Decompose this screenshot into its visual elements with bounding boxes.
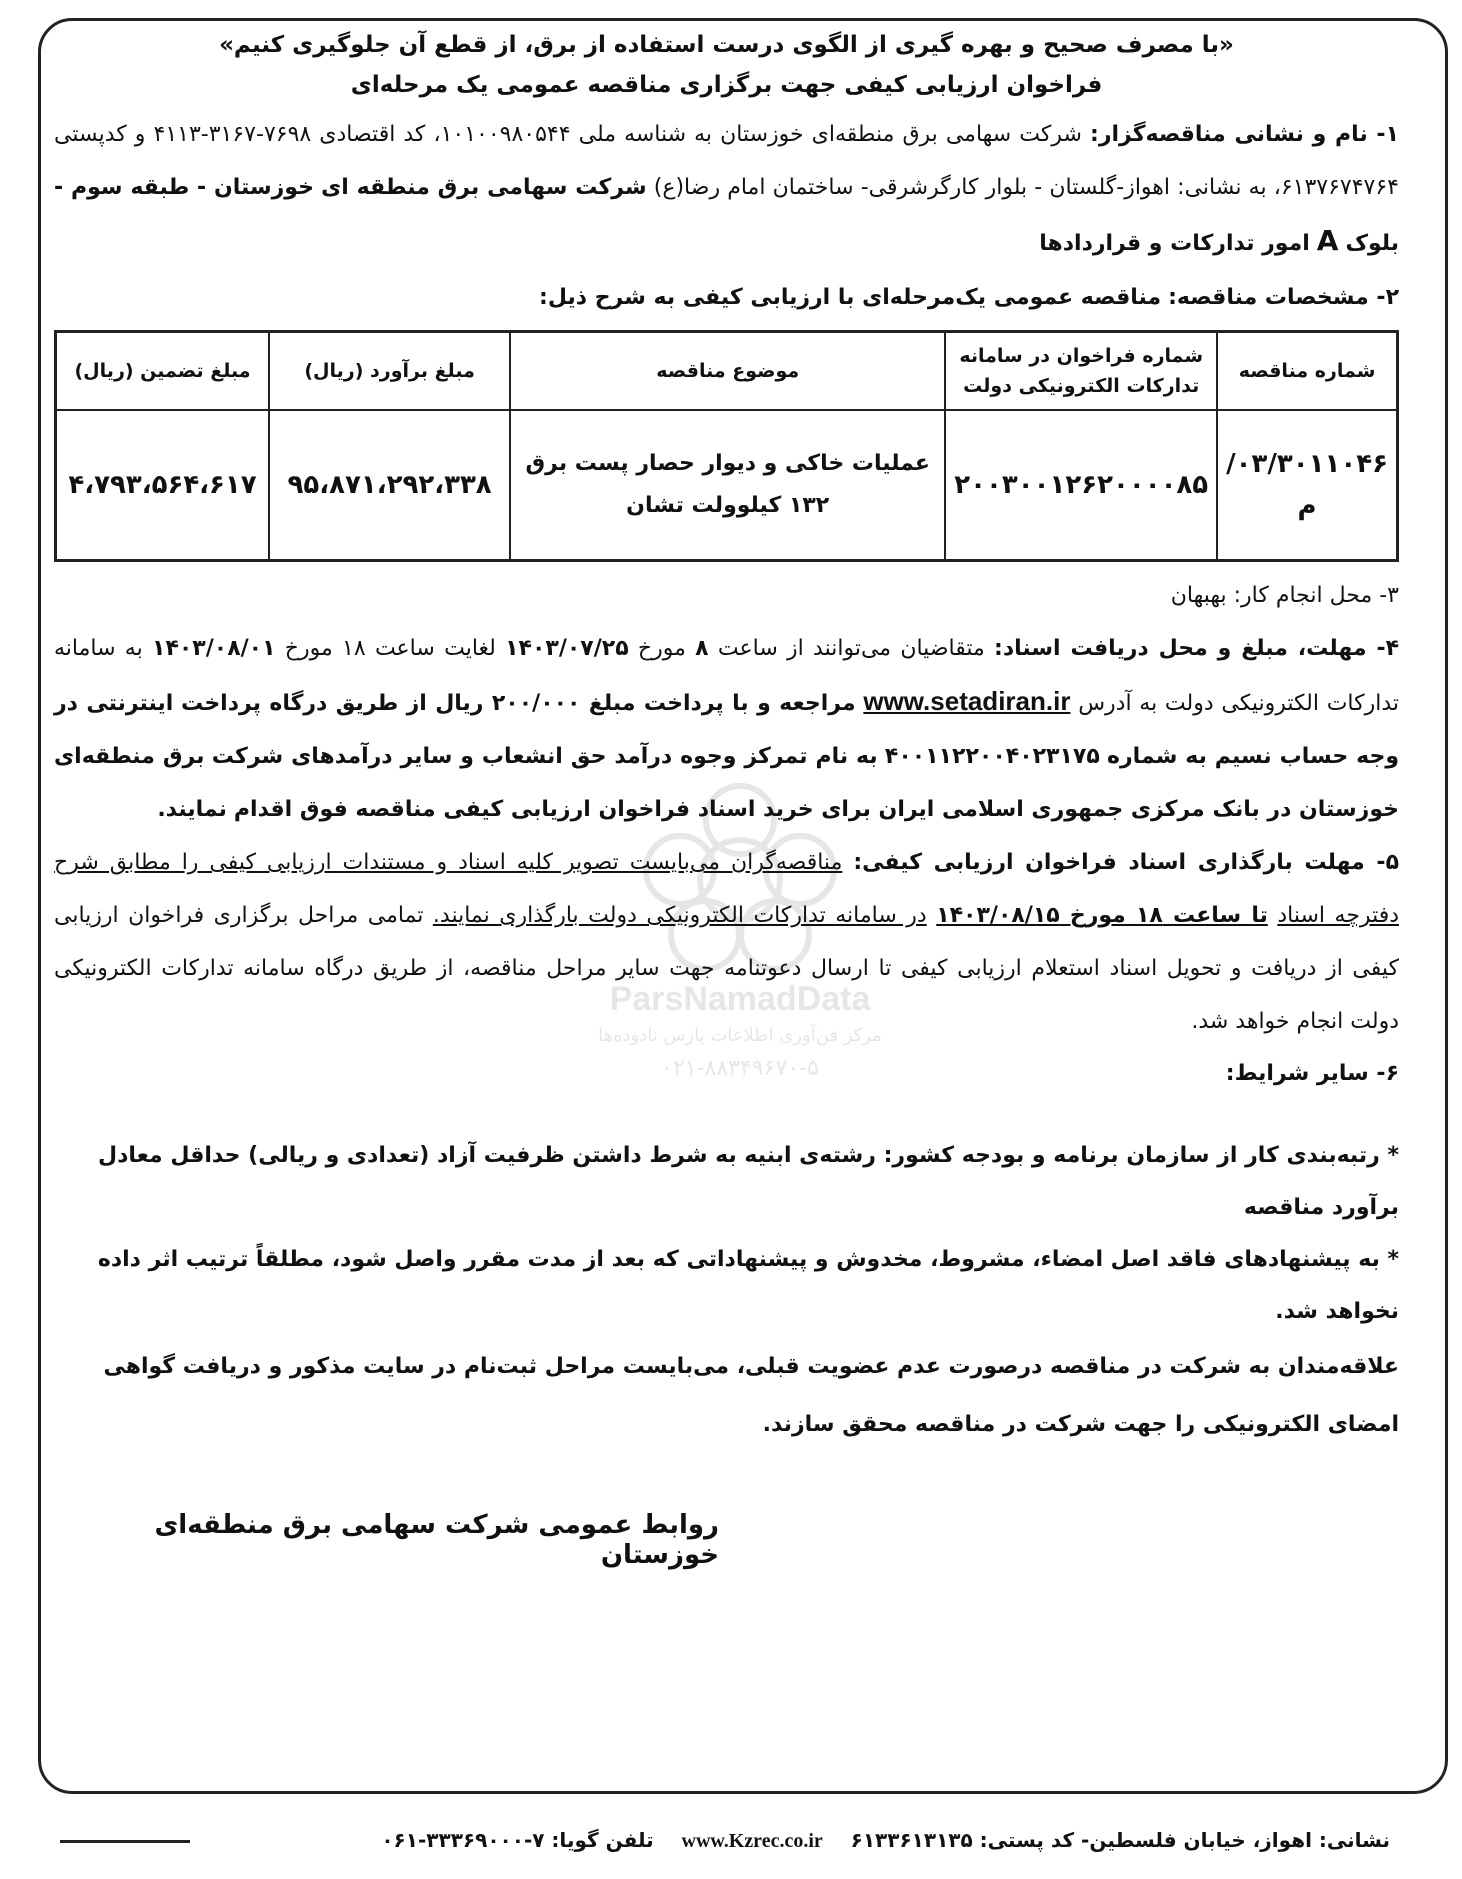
setadiran-link[interactable]: www.setadiran.ir: [863, 686, 1071, 716]
header-call-number: شماره فراخوان در سامانه تدارکات الکترونیکی دولت: [945, 332, 1217, 411]
table-row: [56, 410, 1398, 561]
section-4-account-number: ۴۰۰۱۱۲۲۰۰۴۰۲۳۱۷۵: [884, 744, 1100, 769]
footer-address: نشانی: اهواز، خیابان فلسطین- کد پستی: ۶۱۳۳۶۱۳۱۳۵: [850, 1828, 1390, 1852]
footer-website-link[interactable]: www.Kzrec.co.ir: [681, 1830, 823, 1852]
section-4-text-d: به سامانه: [54, 636, 143, 661]
table-header-row: [56, 332, 1398, 411]
cell-guarantee: ۴،۷۹۳،۵۶۴،۶۱۷: [56, 410, 270, 561]
section-5-text-a: مناقصه‌گران می‌بایست تصویر کلیه اسناد و مستندات ارزیابی کیفی را مطابق شرح: [54, 850, 843, 875]
section-1-dept: امور تدارکات و قراردادها: [1039, 231, 1310, 256]
cell-subject: عملیات خاکی و دیوار حصار پست برق ۱۳۲ کیلوولت تشان: [510, 410, 945, 561]
section-3-label: ۳- محل انجام کار:: [1233, 583, 1399, 608]
cell-call-number: ۲۰۰۳۰۰۱۲۶۲۰۰۰۰۸۵: [945, 410, 1217, 561]
section-2: [54, 272, 1399, 324]
section-1-block: A: [1316, 224, 1339, 257]
section-4-text-b: مورخ: [637, 636, 686, 661]
section-4-payment: مراجعه و با پرداخت مبلغ ۲۰۰/۰۰۰ ریال از طریق درگاه پرداخت: [181, 691, 856, 716]
section-6: [54, 1048, 1399, 1100]
section-5-text-e: فراخوان ارزیابی کیفی از دریافت و تحویل اسناد استعلام ارزیابی کیفی تا ارسال دعوتنامه جهت سایر مراحل مناقصه، از طریق درگاه: [54, 903, 1399, 981]
header-estimate: مبلغ برآورد (ریال): [269, 332, 510, 411]
section-4-end: نمایند.: [157, 797, 227, 822]
header-guarantee: مبلغ تضمین (ریال): [56, 332, 270, 411]
section-4-date-end: ۱۴۰۳/۰۸/۰۱: [152, 636, 276, 661]
section-2-label: ۲- مشخصات مناقصه:: [1168, 285, 1399, 310]
section-5-text-b: دفترچه اسناد: [1277, 903, 1400, 928]
section-4-label: ۴- مهلت، مبلغ و محل دریافت اسناد:: [994, 636, 1400, 661]
watermark-subtitle: مرکز فن‌آوری اطلاعات پارس نادوده‌ها: [598, 1025, 882, 1046]
list-item: امضای الکترونیکی را جهت شرکت در مناقصه محقق سازند.: [762, 1412, 1399, 1437]
section-4-text-c: لغایت ساعت ۱۸ مورخ: [284, 636, 496, 661]
header-subject: موضوع مناقصه: [510, 332, 945, 411]
cell-estimate: ۹۵،۸۷۱،۲۹۲،۳۳۸: [269, 410, 510, 561]
section-4-bank: برق منطقه‌ای خوزستان در بانک مرکزی جمهوری اسلامی ایران برای خرید اسناد فراخوان ارزیابی کیفی مناقصه فوق اقدام: [54, 744, 1399, 822]
section-6-label: ۶- سایر شرایط:: [1225, 1061, 1399, 1086]
document-body: [54, 24, 1399, 1570]
footer-text: [381, 1828, 1390, 1853]
section-1: [54, 108, 1399, 270]
section-4: [54, 622, 1399, 836]
section-4-text-a: متقاضیان می‌توانند از ساعت: [717, 636, 985, 661]
section-1-label: ۱- نام و نشانی مناقصه‌گزار:: [1090, 122, 1399, 147]
section-5-label: ۵- مهلت بارگذاری اسناد فراخوان ارزیابی کیفی:: [853, 850, 1399, 875]
list-item: * به پیشنهادهای فاقد اصل امضاء، مشروط، مخدوش و پیشنهاداتی که بعد از مدت مقرر واصل شود، مطلقاً ترتیب اثر داده نخواهد شد.: [97, 1247, 1399, 1324]
section-1-company: شرکت سهامی برق منطقه ای: [321, 175, 647, 200]
page-title: فراخوان ارزیابی کیفی جهت برگزاری مناقصه عمومی یک مرحله‌ای: [350, 72, 1103, 98]
list-item: * رتبه‌بندی کار از سازمان برنامه و بودجه کشور: رشته‌ی ابنیه به شرط داشتن ظرفیت آزاد (تعدادی و ریالی) حداقل معادل برآورد مناقصه: [98, 1143, 1399, 1220]
list-item: علاقه‌مندان به شرکت در مناقصه درصورت عدم عضویت قبلی، می‌بایست مراحل ثبت‌نام در سایت مذکور و دریافت گواهی: [103, 1354, 1399, 1379]
section-5-text-f: سامانه تدارکات الکترونیکی دولت انجام خواهد شد.: [54, 956, 1399, 1034]
tender-table: [54, 330, 1399, 562]
header-tender-number: شماره مناقصه: [1217, 332, 1397, 411]
section-1-floor: خوزستان - طبقه سوم - بلوک: [54, 175, 1399, 256]
slogan: «با مصرف صحیح و بهره گیری از الگوی درست استفاده از برق، از قطع آن جلوگیری کنیم»: [219, 32, 1234, 58]
section-4-account-text: اینترنتی در وجه حساب نسیم به شماره: [54, 691, 1400, 769]
section-3-text: بهبهان: [1170, 583, 1227, 608]
signature: روابط عمومی شرکت سهامی برق منطقه‌ای خوزستان: [154, 1510, 719, 1570]
section-5-text-d: تمامی مراحل برگزاری: [213, 903, 424, 928]
watermark-brand: ParsNamadData: [609, 980, 871, 1018]
section-4-date-start: ۱۴۰۳/۰۷/۲۵: [505, 636, 629, 661]
cell-tender-number: ۰۳/۳۰۱۱۰۴۶/م: [1217, 410, 1397, 561]
section-5-text-c: در سامانه تدارکات الکترونیکی دولت بارگذاری نمایند.: [432, 903, 927, 928]
section-5: [54, 836, 1399, 1048]
section-5-deadline: تا ساعت ۱۸ مورخ ۱۴۰۳/۰۸/۱۵: [936, 903, 1268, 928]
section-2-text: مناقصه عمومی یک‌مرحله‌ای با ارزیابی کیفی به شرح ذیل:: [539, 285, 1162, 310]
footer-phone: تلفن گویا: ۷-۳۳۳۶۹۰۰۰-۰۶۱: [381, 1828, 654, 1852]
footer-rule: [60, 1840, 190, 1843]
section-4-hour: ۸: [695, 636, 709, 661]
section-4-text-e: تدارکات الکترونیکی دولت به آدرس: [1078, 691, 1400, 716]
section-4-account-owner: به نام تمرکز وجوه درآمد حق انشعاب و سایر درآمدهای شرکت: [211, 744, 878, 769]
conditions-list: [54, 1130, 1399, 1454]
section-1-line-1: شرکت سهامی برق منطقه‌ای خوزستان به شناسه ملی ۱۰۱۰۰۹۸۰۵۴۴، کد اقتصادی ۷۶۹۸-۳۱۶۷-۴۱۱۳: [153, 122, 1082, 147]
section-1-line-2: و کدپستی ۶۱۳۷۶۷۴۷۶۴، به نشانی: اهواز-گلستان - بلوار کارگرشرقی- ساختمان امام رضا(ع): [54, 122, 1399, 200]
watermark-phone: ۰۲۱-۸۸۳۴۹۶۷۰-۵: [661, 1056, 819, 1081]
section-3: [54, 570, 1399, 622]
